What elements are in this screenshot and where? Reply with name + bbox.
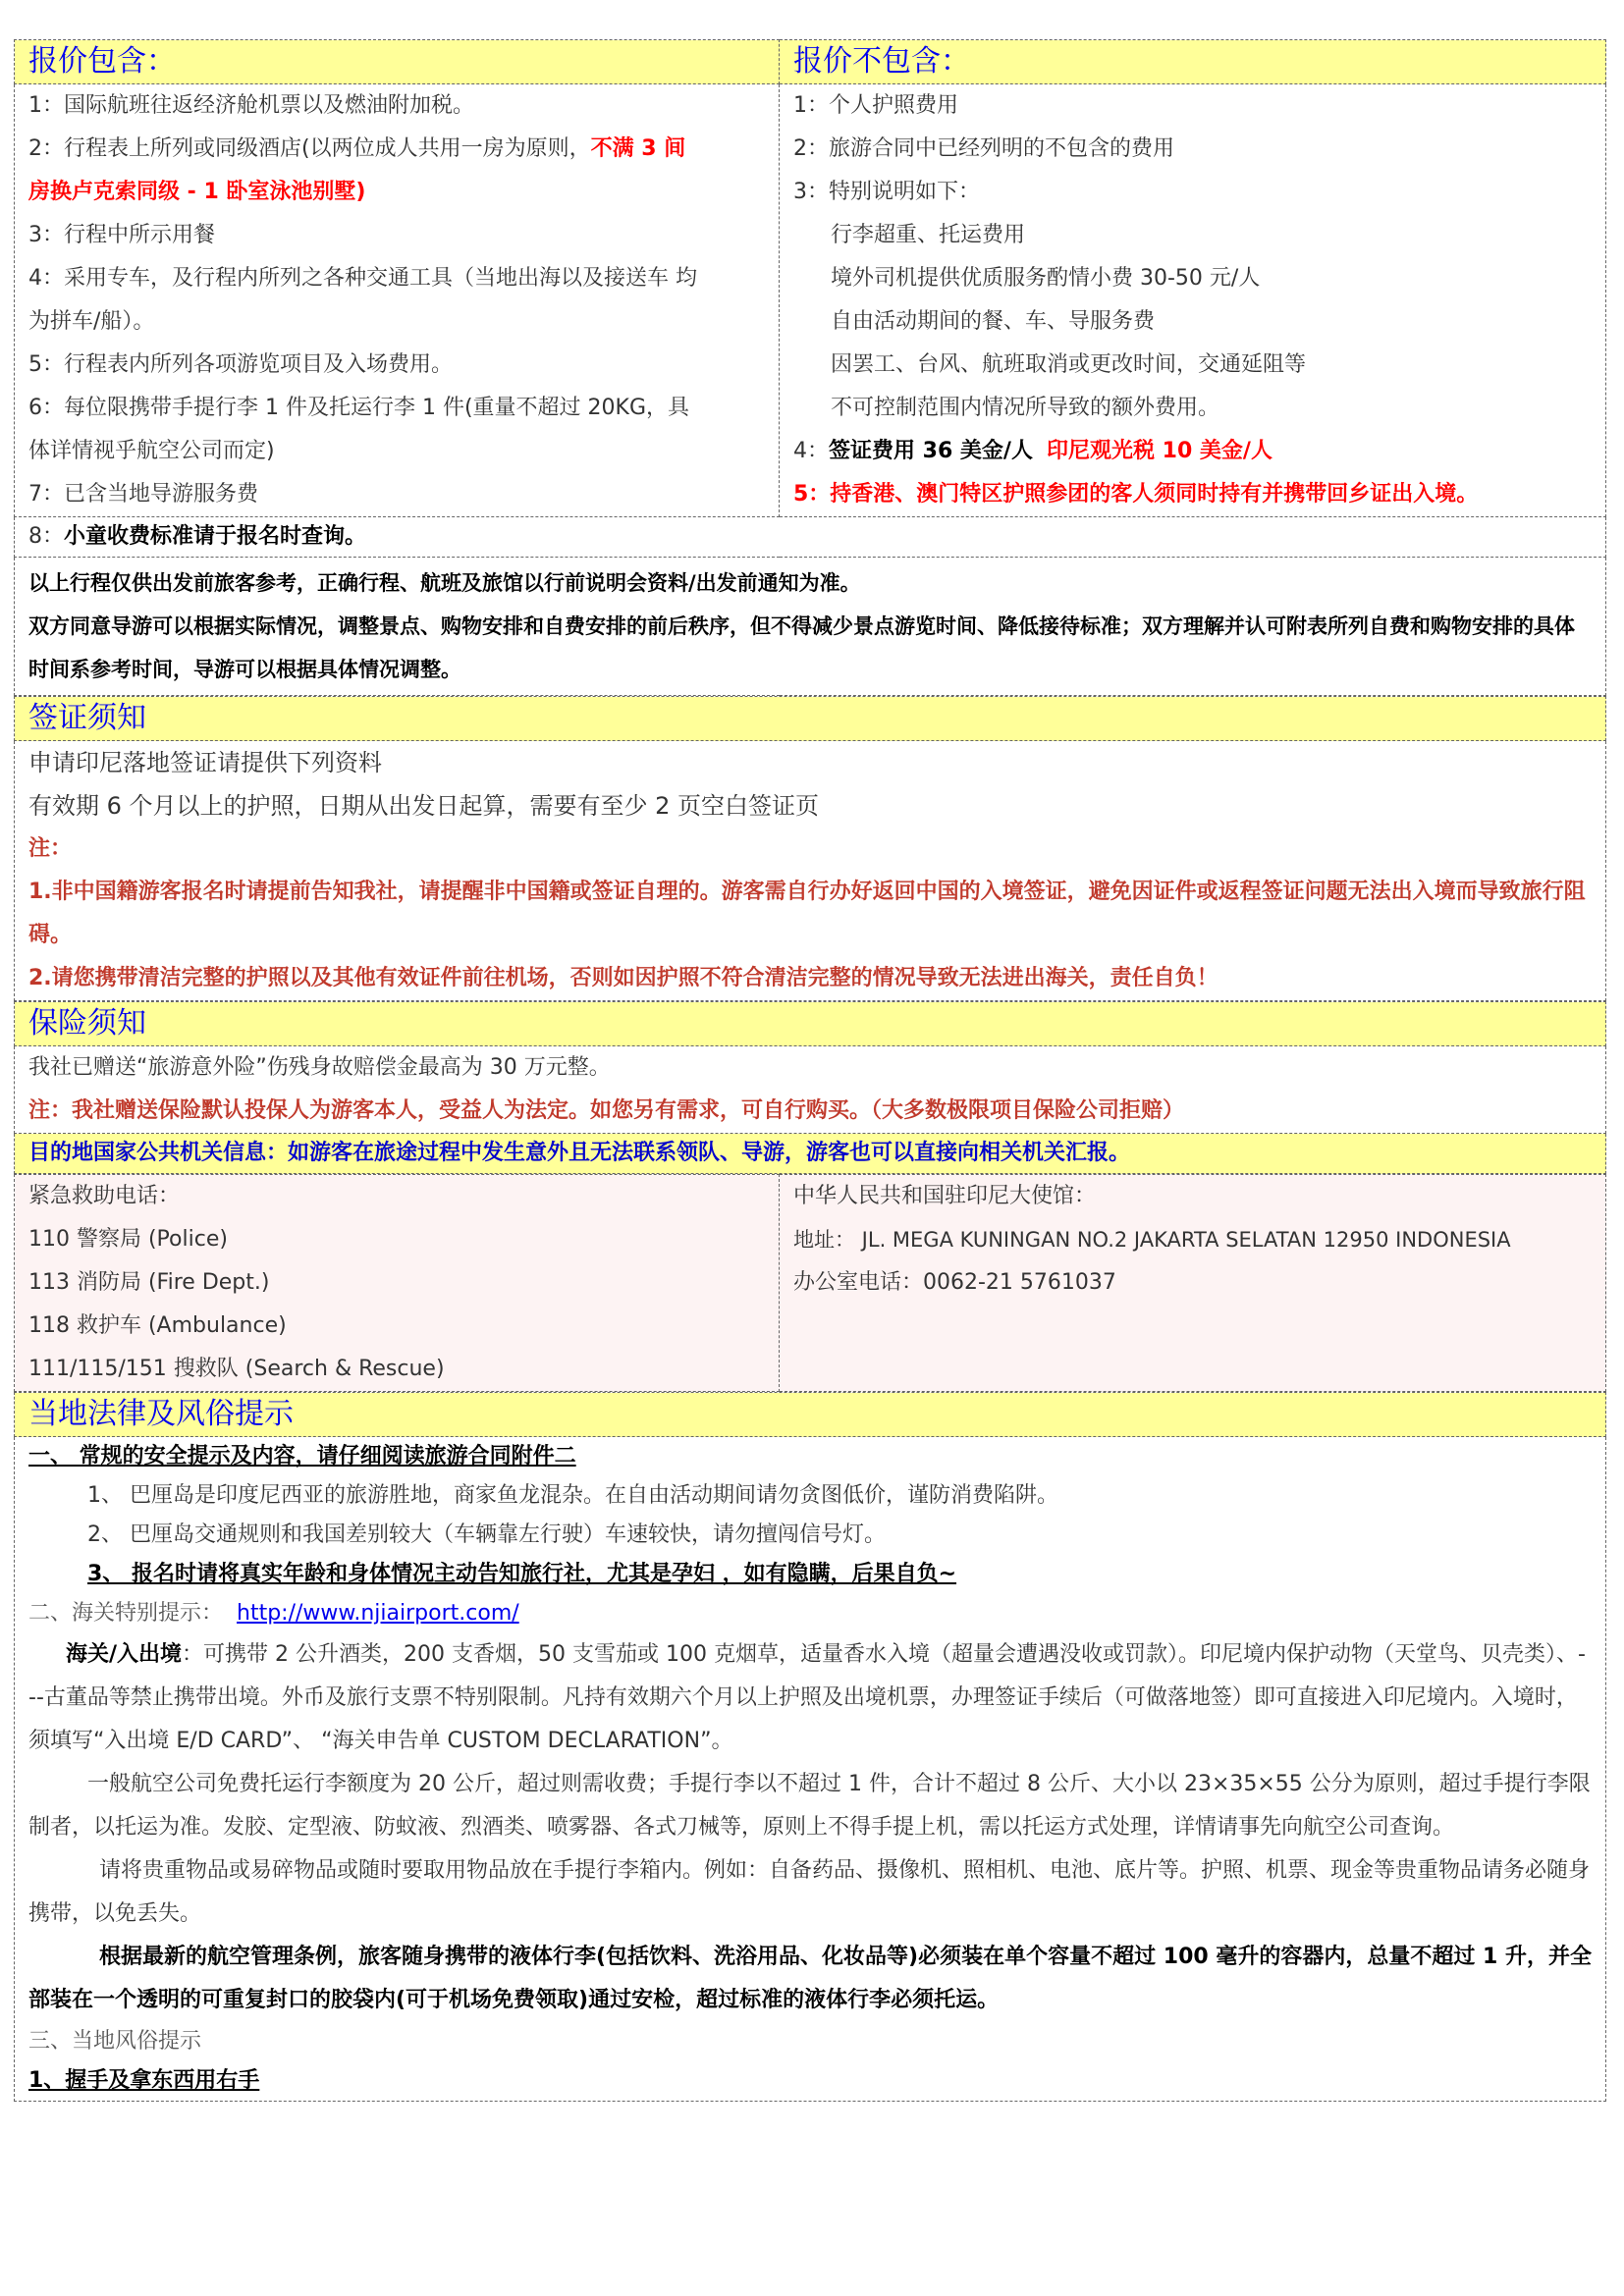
- laws-item: 1、 巴厘岛是印度尼西亚的旅游胜地，商家鱼龙混杂。在自由活动期间请勿贪图低价，谨防消费陷阱。: [87, 1483, 1058, 1508]
- custom-item: 1、握手及拿东西用右手: [28, 2068, 260, 2093]
- excluded-subitem: 境外司机提供优质服务酌情小费 30-50 元/人: [831, 266, 1261, 291]
- emergency-item: 118 救护车 (Ambulance): [28, 1313, 287, 1338]
- child-fee-note: 小童收费标准请于报名时查询。: [64, 524, 367, 549]
- laws-section-2: [28, 1594, 1592, 1633]
- document: [14, 39, 1606, 2102]
- visa-line: 申请印尼落地签证请提供下列资料: [28, 749, 382, 776]
- visa-note-label: 注：: [28, 836, 73, 861]
- insurance-table: [14, 1001, 1606, 1174]
- emergency-item: 113 消防局 (Fire Dept.): [28, 1270, 270, 1295]
- included-item-red: 房换卢克索同级 - 1 卧室泳池别墅): [28, 180, 366, 204]
- insurance-note: 注：我社赠送保险默认投保人为游客本人，受益人为法定。如您另有需求，可自行购买。（大多数极限项目保险公司拒赔）: [28, 1098, 1185, 1123]
- included-item: 体详情视乎航空公司而定): [28, 439, 275, 463]
- included-item8-row: [15, 517, 1606, 558]
- included-item: 为拼车/船）。: [28, 309, 155, 334]
- visa-line: 有效期 6 个月以上的护照，日期从出发日起算，需要有至少 2 页空白签证页: [28, 792, 820, 820]
- included-item: 6：每位限携带手提行李 1 件及托运行李 1 件(重量不超过 20KG，具: [28, 396, 690, 420]
- customs-text: ：可携带 2 公升酒类，200 支香烟，50 支雪茄或 100 克烟草，适量香水入境（超量会遭遇没收或罚款）。印尼境内保护动物（天堂鸟、贝壳类）、---古董品等禁止携带出境。外币及旅行支票不特别限制。凡持有效期六个月以上护照及出境机票，办理签证手续后（可做落地签）即可直接进入印尼境内。入境时，须填写“入出境 E/D CARD”、 “海关申告单 CUSTOM DECLARATION”。: [28, 1642, 1586, 1753]
- included-item: 4：采用专车，及行程内所列之各种交通工具（当地出海以及接送车 均: [28, 266, 697, 291]
- airport-link[interactable]: http://www.njiairport.com/: [237, 1601, 519, 1626]
- excluded-item: 2：旅游合同中已经列明的不包含的费用: [793, 136, 1174, 161]
- laws-section-2-title: 二、海关特别提示：: [28, 1601, 224, 1626]
- emergency-item: 110 警察局 (Police): [28, 1227, 228, 1252]
- authority-line: 目的地国家公共机关信息：如游客在旅途过程中发生意外且无法联系领队、导游，游客也可以直接向相关机关汇报。: [28, 1141, 1131, 1165]
- valuables-paragraph: 请将贵重物品或易碎物品或随时要取用物品放在手提行李箱内。例如：自备药品、摄像机、照相机、电池、底片等。护照、机票、现金等贵重物品请务必随身携带，以免丢失。: [28, 1858, 1591, 1926]
- visa-note: 2.请您携带清洁完整的护照以及其他有效证件前往机场，否则如因护照不符合清洁完整的情况导致无法进出海关，责任自负！: [28, 966, 1218, 990]
- authority-info: [15, 1134, 1606, 1174]
- notice-block: [15, 558, 1606, 696]
- included-item-text: 2：行程表上所列或同级酒店(以两位成人共用一房为原则，: [28, 136, 591, 161]
- laws-item: 3、 报名时请将真实年龄和身体情况主动告知旅行社，尤其是孕妇 ，如有隐瞒，后果自负~: [87, 1562, 957, 1586]
- embassy-address: 地址： JL. MEGA KUNINGAN NO.2 JAKARTA SELATAN 12950 INDONESIA: [793, 1228, 1511, 1252]
- included-item: [28, 128, 765, 171]
- laws-table: [14, 1392, 1606, 2102]
- excluded-subitem: 不可控制范围内情况所导致的额外费用。: [831, 396, 1220, 420]
- insurance-header: 保险须知: [15, 1002, 1606, 1046]
- visa-body: [15, 741, 1606, 1001]
- included-item: 7：已含当地导游服务费: [28, 482, 258, 507]
- included-item: 1：国际航班往返经济舱机票以及燃油附加税。: [28, 93, 474, 118]
- customs-label: 海关/入出境: [66, 1642, 183, 1667]
- laws-body: [15, 1437, 1606, 2102]
- excluded-item-num: 4：: [793, 439, 829, 463]
- laws-header: 当地法律及风俗提示: [15, 1393, 1606, 1437]
- included-header: 报价包含：: [15, 40, 780, 84]
- excluded-subitem: 自由活动期间的餐、车、导服务费: [831, 309, 1156, 334]
- embassy-block: [780, 1175, 1606, 1392]
- included-list: [15, 84, 780, 517]
- excluded-item: [793, 430, 1592, 473]
- excluded-list: [780, 84, 1606, 517]
- visa-table: [14, 696, 1606, 1001]
- customs-paragraph: [28, 1633, 1592, 1763]
- contacts-table: [14, 1174, 1606, 1392]
- liquids-paragraph: 根据最新的航空管理条例，旅客随身携带的液体行李(包括饮料、洗浴用品、化妆品等)必须装在单个容量不超过 100 毫升的容器内，总量不超过 1 升，并全部装在一个透明的可重复封口的胶袋内(可于机场免费领取)通过安检，超过标准的液体行李必须托运。: [28, 1945, 1592, 2012]
- insurance-body: [15, 1046, 1606, 1134]
- excluded-item-red: 5：持香港、澳门特区护照参团的客人须同时持有并携带回乡证出入境。: [793, 482, 1479, 507]
- emergency-item: 111/115/151 搜救队 (Search & Rescue): [28, 1357, 445, 1381]
- notice-line: 双方同意导游可以根据实际情况，调整景点、购物安排和自费安排的前后秩序，但不得减少景点游览时间、降低接待标准；双方理解并认可附表所列自费和购物安排的具体时间系参考时间，导游可以根据具体情况调整。: [28, 614, 1575, 681]
- notice-line: 以上行程仅供出发前旅客参考，正确行程、航班及旅馆以行前说明会资料/出发前通知为准。: [28, 571, 861, 595]
- visa-fee: 签证费用 36 美金/人: [829, 439, 1033, 463]
- insurance-line: 我社已赠送“旅游意外险”伤残身故赔偿金最高为 30 万元整。: [28, 1055, 611, 1080]
- excluded-item: 3：特别说明如下：: [793, 180, 980, 204]
- excluded-item: 1：个人护照费用: [793, 93, 958, 118]
- visa-note: 1.非中国籍游客报名时请提前告知我社，请提醒非中国籍或签证自理的。游客需自行办好返回中国的入境签证，避免因证件或返程签证问题无法出入境而导致旅行阻碍。: [28, 880, 1586, 947]
- included-item: 5：行程表内所列各项游览项目及入场费用。: [28, 352, 453, 377]
- included-item: 3：行程中所示用餐: [28, 223, 215, 247]
- laws-section-3: 三、当地风俗提示: [28, 2029, 202, 2054]
- laws-item: 2、 巴厘岛交通规则和我国差别较大（车辆靠左行驶）车速较快，请勿擅闯信号灯。: [87, 1522, 886, 1547]
- included-item-num: 8：: [28, 524, 64, 549]
- excluded-subitem: 行李超重、托运费用: [831, 223, 1026, 247]
- included-item-red: 不满 3 间: [590, 136, 686, 161]
- laws-section-1: 一、 常规的安全提示及内容，请仔细阅读旅游合同附件二: [28, 1444, 576, 1468]
- excluded-subitem: 因罢工、台风、航班取消或更改时间，交通延阻等: [831, 352, 1307, 377]
- emergency-title: 紧急救助电话：: [28, 1184, 181, 1208]
- tourism-tax: 印尼观光税 10 美金/人: [1046, 439, 1272, 463]
- baggage-paragraph: 一般航空公司免费托运行李额度为 20 公斤，超过则需收费；手提行李以不超过 1 件，合计不超过 8 公斤、大小以 23×35×55 公分为原则，超过手提行李限制者，以托运为准。发胶、定型液、防蚊液、烈酒类、喷雾器、各式刀械等，原则上不得手提上机，需以托运方式处理，详情请事先向航空公司查询。: [28, 1772, 1591, 1840]
- quote-table: [14, 39, 1606, 696]
- excluded-header: 报价不包含：: [780, 40, 1606, 84]
- included-item: [28, 517, 1592, 557]
- embassy-title: 中华人民共和国驻印尼大使馆：: [793, 1184, 1097, 1208]
- embassy-phone: 办公室电话：0062-21 5761037: [793, 1270, 1116, 1295]
- emergency-block: [15, 1175, 780, 1392]
- visa-header: 签证须知: [15, 697, 1606, 741]
